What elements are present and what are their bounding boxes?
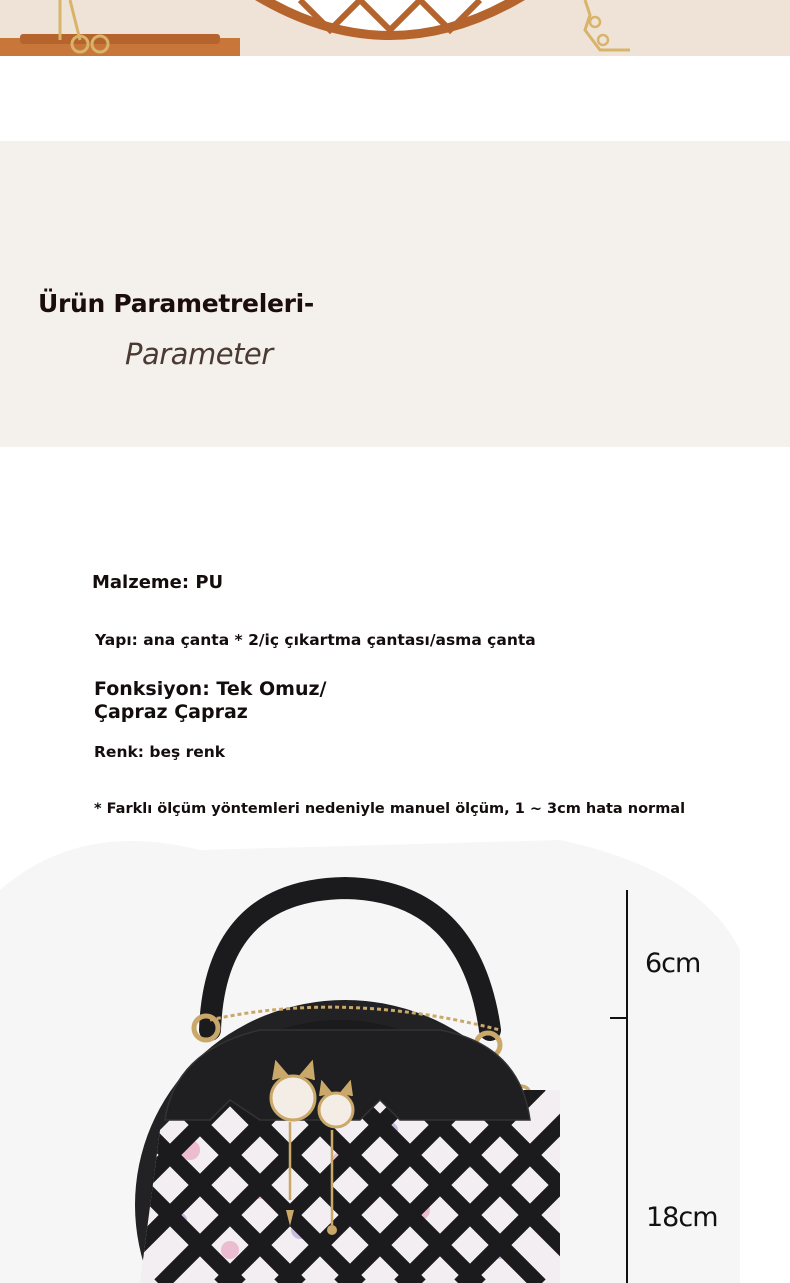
banner-subtitle: Parameter: [125, 337, 273, 371]
parameter-banner: [0, 141, 790, 447]
spec-function-line2: Çapraz Çapraz: [94, 701, 248, 723]
spec-structure: Yapı: ana çanta * 2/iç çıkartma çantası/asma çanta: [95, 631, 536, 649]
spec-note: * Farklı ölçüm yöntemleri nedeniyle manuel ölçüm, 1 ~ 3cm hata normal: [94, 801, 686, 817]
measurement-handle-height: 6cm: [645, 948, 701, 979]
banner-title: Ürün Parametreleri-: [38, 289, 314, 318]
measurement-body-height: 18cm: [646, 1202, 718, 1233]
spec-material: Malzeme: PU: [92, 572, 224, 593]
brown-bag-illustration: [0, 0, 790, 56]
spec-color: Renk: beş renk: [94, 743, 226, 761]
product-photo-top: [0, 0, 790, 56]
spec-function-line1: Fonksiyon: Tek Omuz/: [94, 678, 327, 700]
spec-function: [94, 678, 326, 724]
